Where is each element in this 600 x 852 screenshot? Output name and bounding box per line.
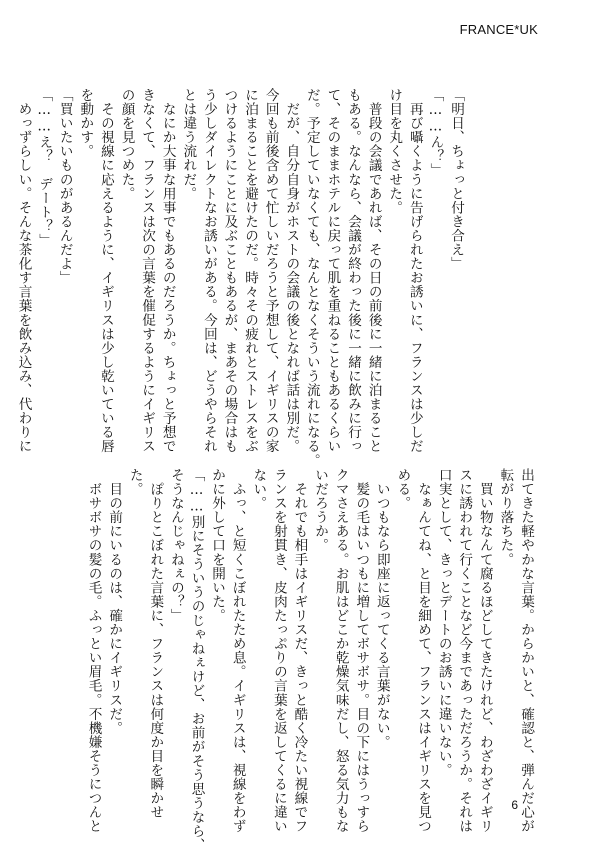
text-column: う少しダイレクトなお誘いがある。今回は、どうやらそれ (200, 88, 217, 454)
text-column: かに外して口を開いた。 (209, 468, 226, 623)
text-column: 「……ん？」 (427, 88, 444, 178)
text-column: クマさえある。お肌はどこか乾燥気味だし、怒る気力もな (332, 468, 349, 834)
text-column: 目の前にいるのは、確かにイギリスだ。 (106, 468, 123, 735)
text-column: なにか大事な用事でもあるのだろうか。ちょっと予想で (159, 88, 176, 454)
text-column: 「買いたいものがあるんだよ」 (56, 88, 73, 285)
text-column: ない。 (250, 468, 267, 511)
text-column: める。 (394, 468, 411, 511)
text-column: た。 (126, 468, 143, 497)
text-column: その視線に応えるように、イギリスは少し乾いている唇 (97, 88, 114, 454)
lower-text-block (85, 468, 536, 852)
text-column: て、そのままホテルに戻って肌を重ねることもあるくらい (324, 88, 341, 454)
text-column: ランスを射貫き、皮肉たっぷりの言葉を返してくるに違い (270, 468, 287, 834)
text-column: の顔を見つめた。 (118, 88, 135, 201)
text-column: いだろうか。 (312, 468, 329, 553)
text-column: とは違う流れだ。 (180, 88, 197, 201)
upper-text-block (15, 88, 466, 468)
text-column: めっずらしい。そんな茶化す言葉を飲み込み、代わりに (15, 88, 32, 454)
text-column: 「……別にそういうのじゃねぇけど、お前がそう思うなら、 (188, 468, 205, 852)
book-header-title: FRANCE*UK (459, 22, 538, 37)
text-column: 普段の会議であれば、その日の前後に一緒に泊まること (365, 88, 382, 454)
text-column: だが、自分自身がホストの会議の後となれば話は別だ。 (283, 88, 300, 454)
text-column: ぽりとこぼれた言葉に、フランスは何度か目を瞬かせ (147, 468, 164, 820)
text-column: 転がり落ちた。 (497, 468, 514, 567)
text-column: ボサボサの髪の毛。ふっとい眉毛。不機嫌そうにつんと (85, 468, 102, 834)
text-column: に泊まることを避けたのだ。時々その疲れとストレスをぶ (242, 88, 259, 454)
text-column: 口実として、きっとデートのお誘いに違いない。 (435, 468, 452, 778)
page-number: 6 (511, 798, 518, 812)
text-column: を動かす。 (77, 88, 94, 159)
text-column: 買い物なんて腐るほどしてきたけれど、わざわざイギリ (476, 468, 493, 834)
text-column: 「明日、ちょっと付き合え」 (448, 88, 464, 271)
text-column: 今回も前後含めて忙しいだろうと予想して、イギリスの家 (262, 88, 279, 454)
text-column: きなくて、フランスは次の言葉を催促するようにイギリス (139, 88, 156, 454)
text-column: 髪の毛はいつもに増してボサボサ。目の下にはうっすら (353, 468, 370, 834)
text-column: ふっ、と短くこぼれたため息。イギリスは、視線をわず (229, 468, 246, 834)
text-column: つけるようにことに及ぶこともあるが、まあその場合はも (221, 88, 238, 454)
text-column: け目を丸くさせた。 (386, 88, 403, 215)
text-column: だ。予定していなくても、なんとなくそういう流れになる。 (303, 88, 320, 468)
text-column: スに誘われて行くことなど今まであっただろうか。それは (456, 468, 473, 834)
text-column: そうなんじゃねぇの？」 (167, 468, 184, 623)
text-column: なぁんてね、と目を細めて、フランスはイギリスを見つ (415, 468, 432, 834)
text-column: もある。なんなら、会議が終わった後に一緒に飲みに行っ (345, 88, 362, 454)
text-column: いつもなら即座に返ってくる言葉がない。 (373, 468, 390, 749)
text-column: 「……え？ デート？」 (36, 88, 53, 248)
text-column: それでも相手はイギリスだ、きっと酷く冷たい視線でフ (291, 468, 308, 834)
text-column: 再び囁くように告げられたお誘いに、フランスは少しだ (406, 88, 423, 454)
text-column: 出てきた軽やかな言葉。からかいと、確認と、弾んだ心が (518, 468, 534, 834)
